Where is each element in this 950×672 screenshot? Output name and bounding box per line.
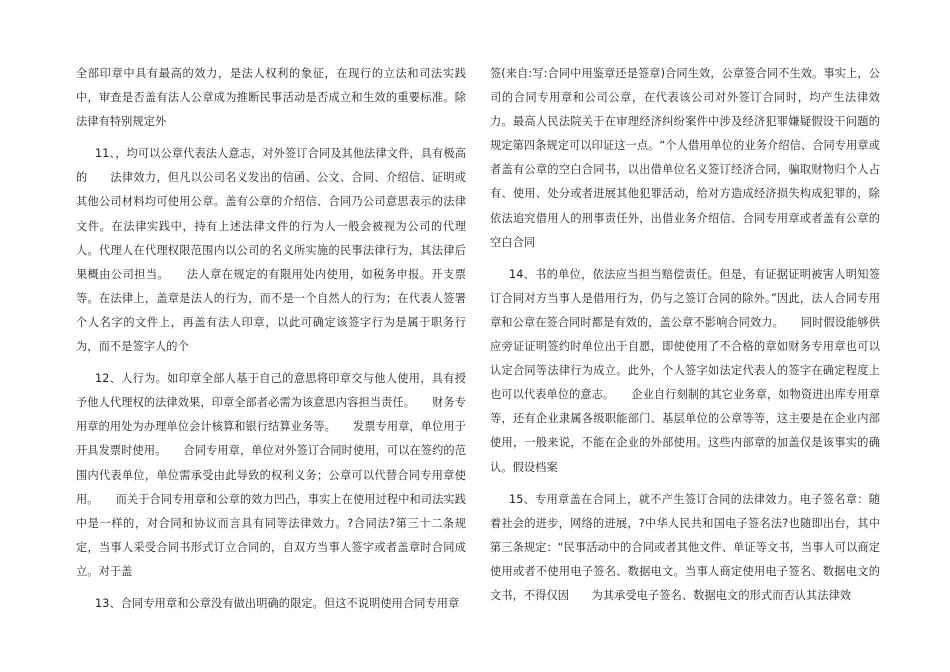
paragraph: 14、书的单位，依法应当担当赔偿责任。但是，有证据证明被害人明知签订合同对方当事人是借用行为，仍与之签订合同的除外。”因此，法人合同专用章和公章在签合同时都是有效的，盖公章不影响合同效力。 同时假设能够供应旁证证明签约时单位出于自愿，即使使用了不合格的章如财务专用章也可以认定合同等法律行为成立。此外，个人签字如法定代表人的签字在确定程度上也可以代表单位的意志。 企业自行刻制的其它业务章，如物资进出库专用章等，还有企业隶属各级职能部门、基层单位的公章等等，这主要是在企业内部使用，一般来说，不能在企业的外部使用。这些内部章的加盖仅是该事实的确认。假设档案 xyxy=(490,267,880,474)
left-column xyxy=(76,62,466,624)
paragraph: 13、合同专用章和公章没有做出明确的限定。但这不说明使用合同专用章 xyxy=(95,596,460,610)
paragraph: 12、人行为。如印章全部人基于自己的意思将印章交与他人使用，具有授予他人代理权的法律效果，印章全部者必需为该意思内容担当责任。 财务专用章的用处为办理单位会计核算和银行结算业务等。 发票专用章，单位用于开具发票时使用。 合同专用章，单位对外签订合同时使用，可以在签约的范围内代表单位，单位需承受由此导致的权利义务；公章可以代替合同专用章使用。 而关于合同专用章和公章的效力凹凸，事实上在使用过程中和司法实践中是一样的，对合同和协议而言具有同等法律效力。?合同法?第三十二条规定，当事人采受合同书形式订立合同的，自双方当事人签字或者盖章时合同成立。对于盖 xyxy=(76,372,466,578)
paragraph: 全部印章中具有最高的效力，是法人权利的象征，在现行的立法和司法实践中，审查是否盖有法人公章成为推断民事活动是否成立和生效的重要标准。除法律有特别规定外 xyxy=(76,67,466,129)
paragraph: 签(来自:写:合同中用鉴章还是签章)合同生效，公章签合同不生效。事实上，公司的合同专用章和公司公章，在代表该公司对外签订合同时，均产生法律效力。最高人民法院关于在审理经济纠纷案件中涉及经济犯罪嫌疑假设干问题的规定第四条规定可以印证这一点。“个人借用单位的业务介绍信、合同专用章或者盖有公章的空白合同书，以出借单位名义签订经济合同，骗取财物归个人占有、使用、处分或者进展其他犯罪活动，给对方造成经济损失构成犯罪的，除依法追究借用人的刑事责任外，出借业务介绍信、合同专用章或者盖有公章的空白合同 xyxy=(490,67,880,249)
paragraph: 15、专用章盖在合同上，就不产生签订合同的法律效力。电子签名章：随着社会的进步，网络的进展，?中华人民共和国电子签名法?也随即出台，其中第三条规定：“民事活动中的合同或者其他文件、单证等文书，当事人可以商定使用或者不使用电子签名、数据电文。当事人商定使用电子签名、数据电文的文书，不得仅因 为其承受电子签名、数据电文的形式而否认其法律效 xyxy=(490,492,880,602)
right-column xyxy=(490,62,880,616)
paragraph: 11、，均可以公章代表法人意志，对外签订合同及其他法律文件，具有极高的 法律效力，但凡以公司名义发出的信函、公文、合同、介绍信、证明或其他公司材料均可使用公章。盖有公章的介绍信、合同乃公司意思表示的法律文件。在法律实践中，持有上述法律文件的行为人一般会被视为公司的代理人。代理人在代理权限范围内以公司的名义所实施的民事法律行为，其法律后果概由公司担当。 法人章在规定的有限用处内使用，如税务申报。开支票等。在法律上，盖章是法人的行为，而不是一个自然人的行为；在代表人签署个人名字的文件上，再盖有法人印章，以此可确定该签字行为是属于职务行为，而不是签字人的个 xyxy=(76,147,466,354)
